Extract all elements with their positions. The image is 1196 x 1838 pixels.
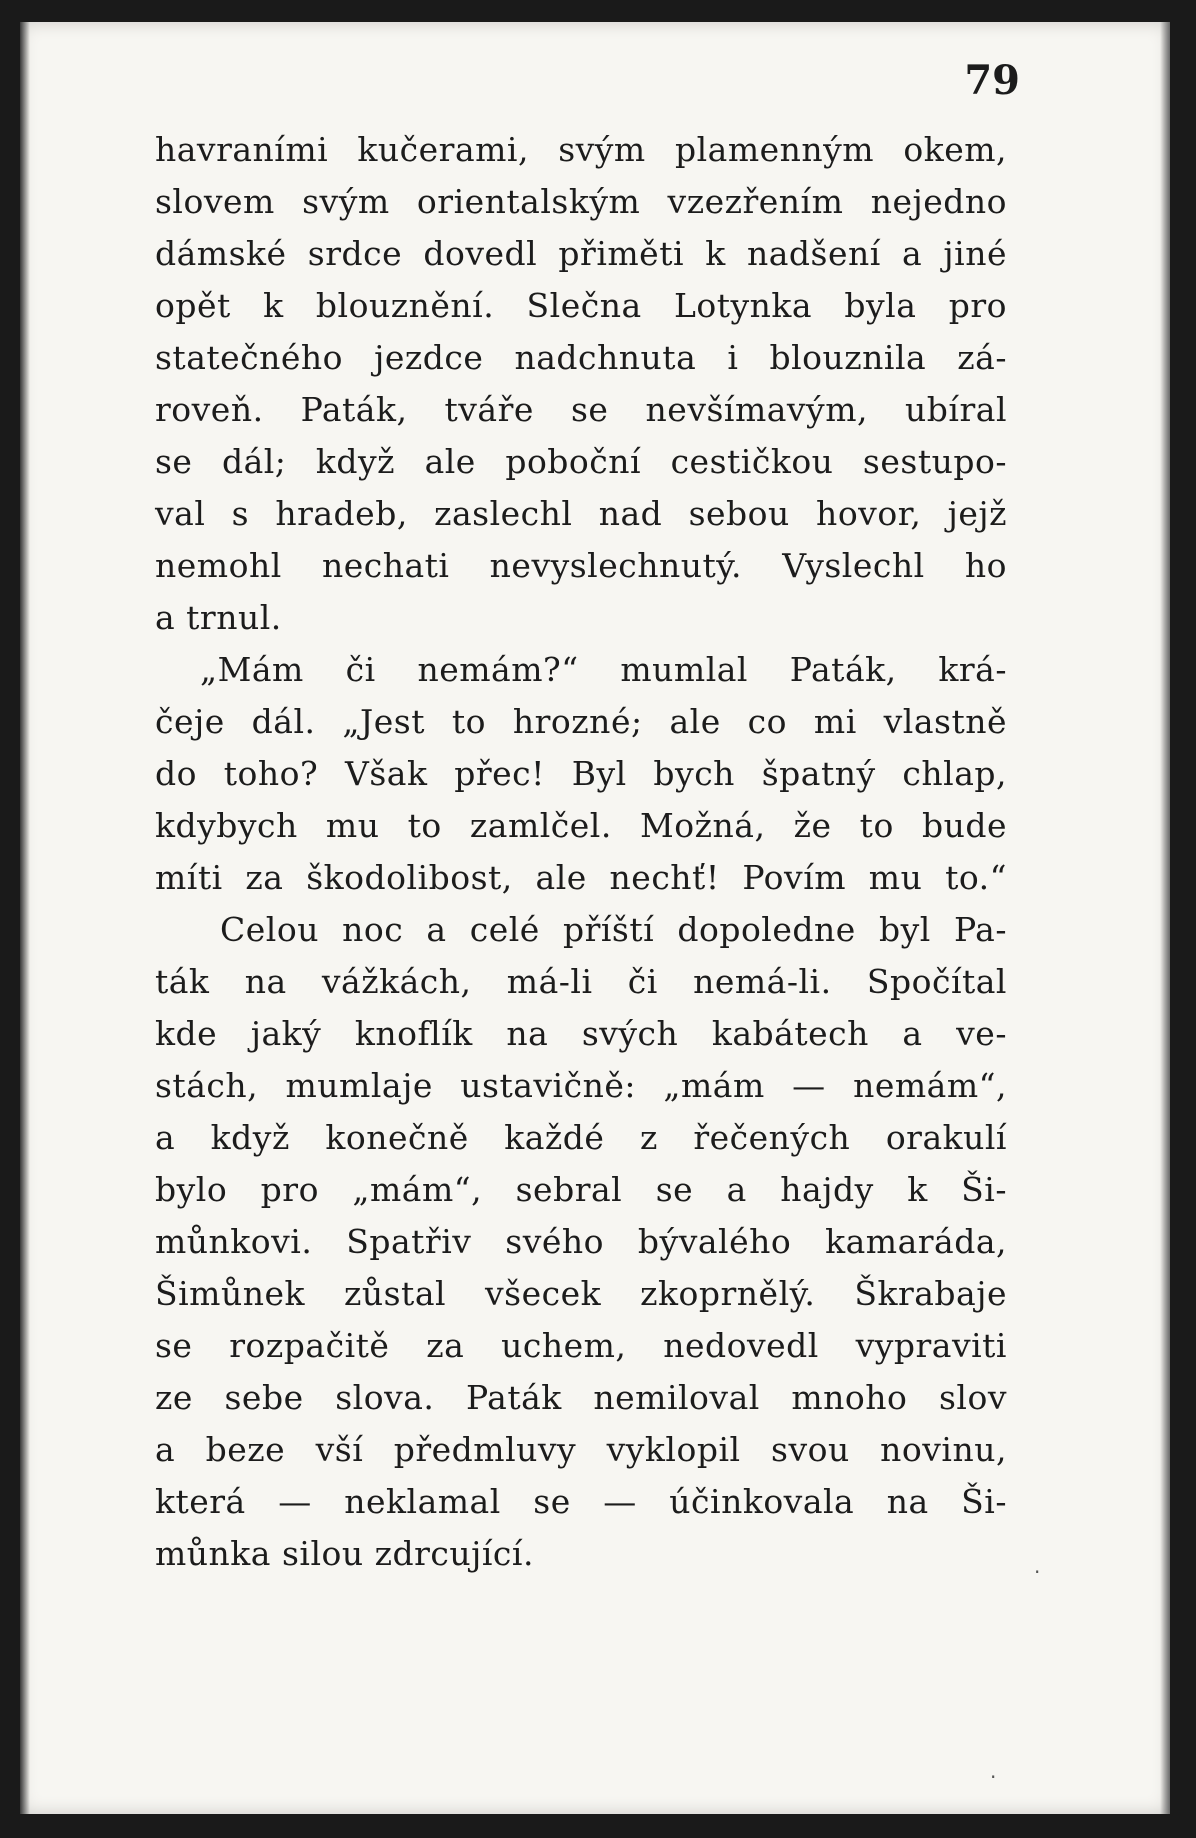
text-line: míti za škodolibost, ale nechť! Povím mu to.“ xyxy=(155,858,1007,897)
text-line: která — neklamal se — účinkovala na Ši- xyxy=(155,1482,1007,1521)
text-line: havraními kučerami, svým plamenným okem, xyxy=(155,130,1007,169)
text-line: kdybych mu to zamlčel. Možná, že to bude xyxy=(155,806,1007,845)
page-shadow-right xyxy=(1160,22,1170,1814)
text-line: Celou noc a celé příští dopoledne byl Pa- xyxy=(220,910,1007,949)
text-line: „Mám či nemám?“ mumlal Paták, krá- xyxy=(200,650,1007,689)
text-line: a když konečně každé z řečených orakulí xyxy=(155,1118,1007,1157)
text-line: a trnul. xyxy=(155,598,282,637)
text-line: ták na vážkách, má-li či nemá-li. Spočítal xyxy=(155,962,1007,1001)
text-line: bylo pro „mám“, sebral se a hajdy k Ši- xyxy=(155,1170,1007,1209)
text-line: val s hradeb, zaslechl nad sebou hovor, jejž xyxy=(155,494,1007,533)
text-line: ze sebe slova. Paták nemiloval mnoho slov xyxy=(155,1378,1007,1417)
text-line: a beze vší předmluvy vyklopil svou novinu, xyxy=(155,1430,1007,1469)
dust-speck: · xyxy=(990,1765,997,1789)
text-line: kde jaký knoflík na svých kabátech a ve- xyxy=(155,1014,1007,1053)
text-line: čeje dál. „Jest to hrozné; ale co mi vlastně xyxy=(155,702,1007,741)
dust-speck: · xyxy=(1034,1560,1041,1584)
text-line: můnka silou zdrcující. xyxy=(155,1534,534,1573)
page-number: 79 xyxy=(964,57,1020,104)
text-line: stách, mumlaje ustavičně: „mám — nemám“, xyxy=(155,1066,1007,1105)
text-line: dámské srdce dovedl přiměti k nadšení a jiné xyxy=(155,234,1007,273)
text-line: opět k blouznění. Slečna Lotynka byla pro xyxy=(155,286,1007,325)
body-text xyxy=(155,124,1007,1580)
text-line: Šimůnek zůstal všecek zkoprnělý. Škrabaje xyxy=(155,1274,1007,1313)
text-line: se rozpačitě za uchem, nedovedl vypraviti xyxy=(155,1326,1007,1365)
text-line: můnkovi. Spatřiv svého bývalého kamaráda, xyxy=(155,1222,1007,1261)
text-line: roveň. Paták, tváře se nevšímavým, ubíral xyxy=(155,390,1007,429)
text-line: se dál; když ale poboční cestičkou sestupo- xyxy=(155,442,1007,481)
text-line: statečného jezdce nadchnuta i blouznila zá- xyxy=(155,338,1007,377)
text-line: nemohl nechati nevyslechnutý. Vyslechl ho xyxy=(155,546,1007,585)
page-shadow-left xyxy=(20,22,30,1814)
text-line: do toho? Však přec! Byl bych špatný chlap, xyxy=(155,754,1007,793)
text-line: slovem svým orientalským vzezřením nejedno xyxy=(155,182,1007,221)
